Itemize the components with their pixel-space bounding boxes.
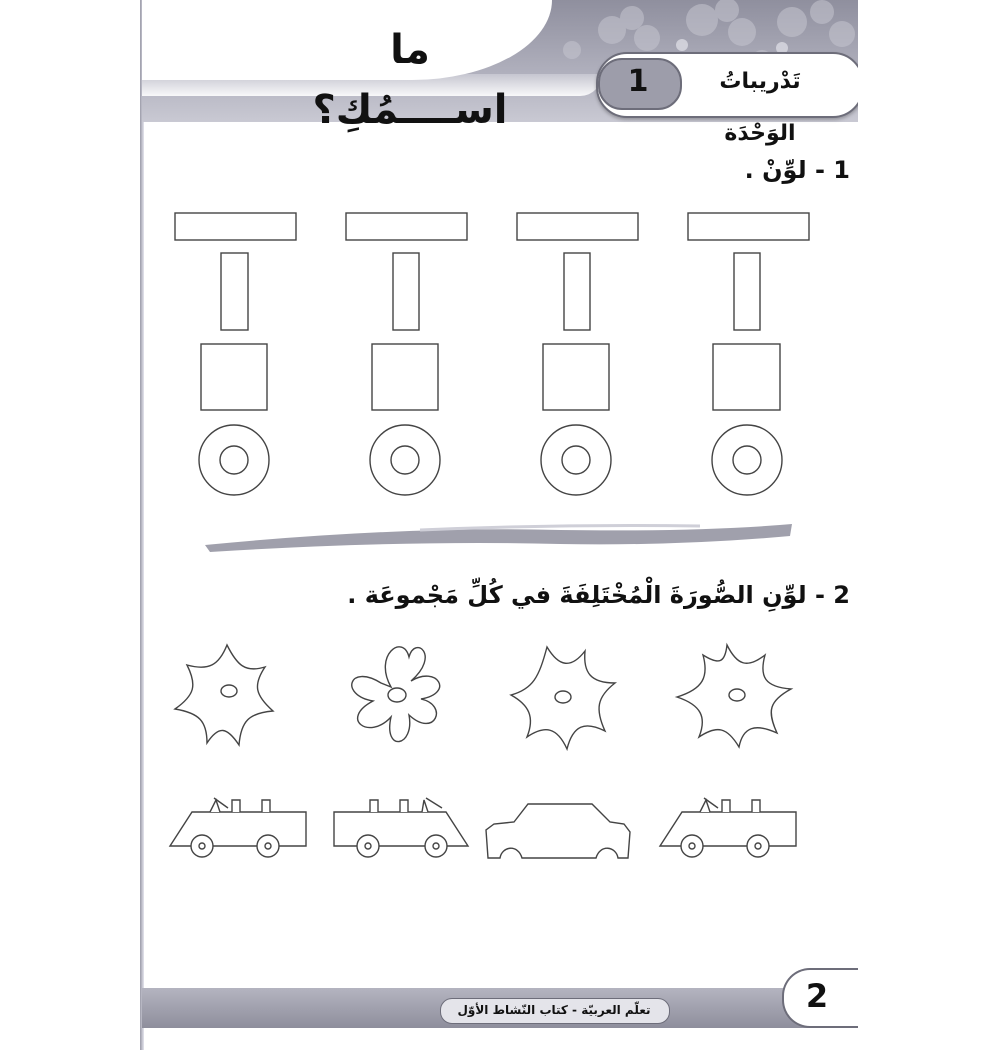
question-2-number: 2 - — [814, 581, 850, 609]
shape-column-4 — [688, 213, 809, 495]
flower-4 — [677, 645, 791, 747]
inner-circle — [391, 446, 419, 474]
tall-rectangle — [564, 253, 590, 330]
shape-column-3 — [517, 213, 638, 495]
flower-1 — [175, 645, 273, 745]
shape-column-2 — [346, 213, 467, 495]
question-2-text: لوِّنِ الصُّورَةَ الْمُخْتَلِفَةَ في كُلِّ مَجْموعَة . — [347, 581, 807, 609]
inner-circle — [562, 446, 590, 474]
car-1 — [170, 798, 306, 857]
unit-label: تَدْريباتُ الوَحْدَة — [719, 69, 801, 146]
tall-rectangle — [734, 253, 760, 330]
wide-rectangle — [175, 213, 296, 240]
tall-rectangle — [221, 253, 248, 330]
question-1-text: لوِّنْ . — [744, 156, 807, 184]
inner-circle — [220, 446, 248, 474]
wide-rectangle — [346, 213, 467, 240]
car-4 — [660, 798, 796, 857]
tall-rectangle — [393, 253, 419, 330]
square — [372, 344, 438, 410]
wide-rectangle — [517, 213, 638, 240]
square — [713, 344, 780, 410]
page-title: ما اســــمُكِ؟ — [312, 27, 508, 133]
footer-book-title: تعلّم العربيّة - كتاب النّشاط الأوّل — [457, 1003, 651, 1017]
car-3-odd — [486, 804, 630, 858]
right-margin — [858, 0, 1000, 1050]
brush-highlight — [420, 526, 700, 531]
flower-3 — [511, 647, 615, 749]
wide-rectangle — [688, 213, 809, 240]
square — [543, 344, 609, 410]
inner-circle — [733, 446, 761, 474]
unit-number: 1 — [627, 64, 649, 99]
car-2 — [334, 798, 468, 857]
square — [201, 344, 267, 410]
flower-2-odd — [352, 647, 440, 742]
question-1-number: 1 - — [814, 156, 850, 184]
question-2-instruction — [347, 575, 850, 615]
page-number: 2 — [805, 977, 829, 1015]
shape-column-1 — [175, 213, 296, 495]
